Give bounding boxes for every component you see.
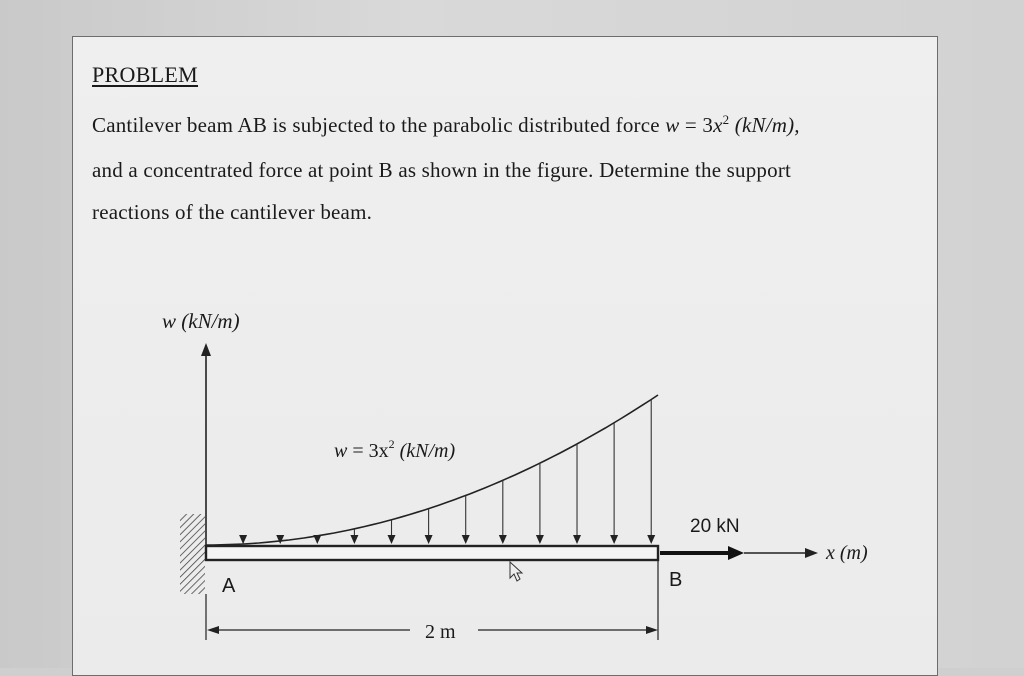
load-label xyxy=(334,437,456,462)
load-arrow-head xyxy=(425,535,433,544)
load-arrow xyxy=(499,480,507,544)
load-label-eq: = 3x xyxy=(347,440,389,462)
load-arrow xyxy=(647,399,655,544)
load-label-w: w xyxy=(334,440,348,462)
beam xyxy=(206,546,658,560)
load-arrow-head xyxy=(499,535,507,544)
dimension-arrow-right xyxy=(646,626,658,634)
load-arrow-head xyxy=(647,535,655,544)
formula-x: x xyxy=(713,113,723,137)
wall-support-hatch xyxy=(180,514,205,594)
load-label-exponent: 2 xyxy=(388,437,395,451)
load-arrow xyxy=(350,529,358,544)
force-label xyxy=(690,516,740,537)
load-label-unit: (kN/m) xyxy=(394,440,456,462)
formula-exponent: 2 xyxy=(722,112,730,127)
x-axis-label: x (m) xyxy=(826,542,868,564)
y-axis-arrowhead xyxy=(201,343,211,356)
load-arrow xyxy=(573,444,581,544)
load-arrow xyxy=(276,535,284,544)
formula-eq: = 3 xyxy=(679,113,714,137)
load-arrow xyxy=(313,535,321,544)
formula-unit: (kN/m), xyxy=(729,113,800,137)
y-axis-label xyxy=(162,309,240,333)
load-arrow xyxy=(610,423,618,544)
load-arrow-head xyxy=(573,535,581,544)
force-label-text: 20 kN xyxy=(690,516,740,537)
formula-w: w xyxy=(665,113,680,137)
load-arrow-head xyxy=(388,535,396,544)
dimension-arrow-left xyxy=(207,626,219,634)
problem-text-line-3: reactions of the cantilever beam. xyxy=(92,200,373,224)
load-curve xyxy=(206,395,658,545)
load-arrow-head xyxy=(313,535,321,544)
y-axis-label-text: w (kN/m) xyxy=(162,309,240,333)
load-arrow xyxy=(388,520,396,544)
dimension-label xyxy=(425,621,456,643)
line1-text: Cantilever beam AB is subjected to the parabolic distributed force xyxy=(92,113,666,137)
load-arrows xyxy=(239,399,655,544)
point-a-label: A xyxy=(222,575,236,597)
x-axis-arrowhead xyxy=(805,548,818,558)
load-arrow xyxy=(536,463,544,544)
mouse-pointer-icon xyxy=(510,562,522,581)
load-arrow xyxy=(425,509,433,544)
load-arrow-head xyxy=(462,535,470,544)
point-b-label: B xyxy=(669,569,683,591)
dimension-label-text: 2 m xyxy=(425,621,456,643)
load-arrow-head xyxy=(610,535,618,544)
load-arrow-head xyxy=(536,535,544,544)
load-arrow-head xyxy=(239,535,247,544)
problem-heading: PROBLEM xyxy=(92,62,199,87)
force-arrow-head xyxy=(728,546,744,560)
load-arrow xyxy=(462,495,470,544)
problem-text-line-2: and a concentrated force at point B as shown in the figure. Determine the support xyxy=(92,158,792,182)
load-arrow xyxy=(239,535,247,544)
load-arrow-head xyxy=(350,535,358,544)
load-arrow-head xyxy=(276,535,284,544)
